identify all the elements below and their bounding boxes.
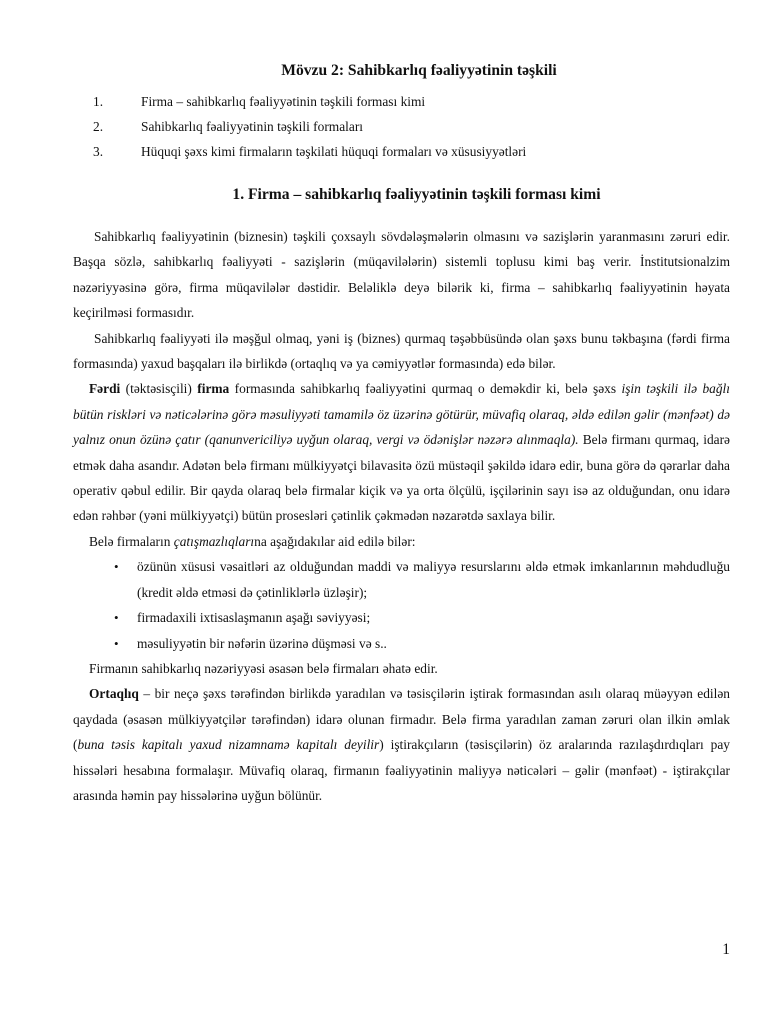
emphasis-text: çatışmazlıqları [173, 533, 255, 549]
text-span: formasında sahibkarlıq fəaliyyətini qurmaq o deməkdir ki, belə şəxs [229, 381, 622, 397]
text-span: (təktəsisçili) [120, 381, 198, 397]
outline-item [73, 114, 730, 139]
paragraph-activity: Sahibkarlıq fəaliyyəti ilə məşğul olmaq, yəni iş (biznes) qurmaq təşəbbüsündə olan şəxs bunu təkbaşına (fərdi firma formasında) yaxud başqaları ilə birlikdə (ortaqlıq və ya cəmiyyətlər formasında) edə bilər. [73, 330, 730, 372]
document-page [73, 62, 730, 808]
paragraph-individual-firm [73, 376, 730, 528]
list-item [73, 605, 730, 630]
list-item-text: firmadaxili ixtisaslaşmanın aşağı səviyyəsi; [137, 610, 371, 626]
paragraph-theory-scope: Firmanın sahibkarlıq nəzəriyyəsi əsasən belə firmaları əhatə edir. [89, 660, 438, 676]
outline-item-number: 1. [93, 94, 104, 109]
list-item [73, 554, 730, 605]
outline-item-text: Hüquqi şəxs kimi firmaların təşkilati hüquqi formaları və xüsusiyyətləri [141, 144, 527, 159]
term-partnership: Ortaqlıq [89, 686, 139, 702]
term-firm: firma [197, 381, 230, 397]
document-title: Mövzu 2: Sahibkarlıq fəaliyyətinin təşkili [281, 62, 557, 79]
text-span: Belə firmaların [89, 533, 174, 549]
shortcomings-list [73, 554, 730, 656]
outline-item [73, 89, 730, 114]
emphasis-text: işin təşkili ilə bağlı bütün riskləri və nəticələrinə görə məsuliyyəti tamamilə öz üzərinə götürür, müvafiq olaraq, əldə edilən gəlir (mənfəət) də yalnız onun özünə çatır (qanunvericiliyə uyğun olaraq, vergi və ödənişlər nəzərə alınmaqla). [73, 381, 731, 448]
page-number: 1 [722, 941, 730, 958]
outline-item-text: Firma – sahibkarlıq fəaliyyətinin təşkili forması kimi [141, 94, 426, 109]
list-item [73, 631, 730, 656]
paragraph-partnership [73, 681, 730, 808]
text-span: Belə firmanı qurmaq, idarə etmək daha asandır. Adətən belə firmanı mülkiyyətçi bilavasitə özü müstəqil şəkildə idarə edir, buna görə də qərarlar daha operativ qəbul edilir. Bir qayda olaraq belə firmalar kiçik və ya orta ölçülü, işçilərinin sayı isə az olduğundan, onu idarə edən rəhbər (yəni mülkiyyətçi) bütün prosesləri çətinlik çəkmədən nəzarətdə saxlaya bilir. [73, 432, 730, 524]
bullet-icon: • [114, 610, 119, 626]
emphasis-text: buna təsis kapitalı yaxud nizamnamə kapitalı deyilir [77, 737, 380, 753]
text-span: ) iştirakçıların (təsisçilərin) öz aralarında razılaşdırdıqları pay hissələri hesabına formalaşır. Müvafiq olaraq, firmanın fəaliyyətinin maliyyə nəticələri – gəlir (mənfəət) - iştirakçılar arasında həmin pay hissələrinə uyğun bölünür. [73, 737, 730, 803]
section-heading: 1. Firma – sahibkarlıq fəaliyyətinin təşkili forması kimi [232, 186, 601, 203]
list-item-text: məsuliyyətin bir nəfərin üzərinə düşməsi və s.. [137, 635, 387, 651]
text-span: na aşağıdakılar aid edilə bilər: [254, 533, 416, 549]
outline-item-number: 3. [93, 144, 104, 159]
topic-outline [73, 89, 730, 164]
outline-item [73, 139, 730, 164]
list-item-text: özünün xüsusi vəsaitləri az olduğundan maddi və maliyyə resurslarını əldə etmək imkanlarının məhdudluğu (kredit əldə etməsi də çətinliklərlə üzləşir); [137, 559, 730, 600]
term-individual: Fərdi [89, 381, 121, 397]
outline-item-number: 2. [93, 119, 104, 134]
paragraph-shortcomings-intro [73, 529, 730, 554]
outline-item-text: Sahibkarlıq fəaliyyətinin təşkili formaları [141, 119, 363, 134]
text-span: – bir neçə şəxs tərəfindən birlikdə yaradılan və təsisçilərin iştirak formasından asılı olaraq müəyyən edilən qaydada (əsasən mülkiyyətçilər tərəfindən) idarə olunan firmadır. Belə firma yaradılan zaman zəruri olan ilkin əmlak ( [73, 686, 730, 753]
paragraph-intro: Sahibkarlıq fəaliyyətinin (biznesin) təşkili çoxsaylı sövdələşmələrin olmasını və sazişlərin yaranmasını zəruri edir. Başqa sözlə, sahibkarlıq fəaliyyəti - sazişlərin (müqavilələrin) sistemli toplusu kimi baş verir. İnstitutsionalzim nəzəriyyəsinə görə, firma müqavilələr dəstidir. Beləliklə deyə bilərik ki, firma – sahibkarlıq fəaliyyətinin həyata keçirilməsi formasıdır. [73, 229, 730, 321]
bullet-icon: • [114, 635, 119, 651]
bullet-icon: • [114, 559, 119, 575]
